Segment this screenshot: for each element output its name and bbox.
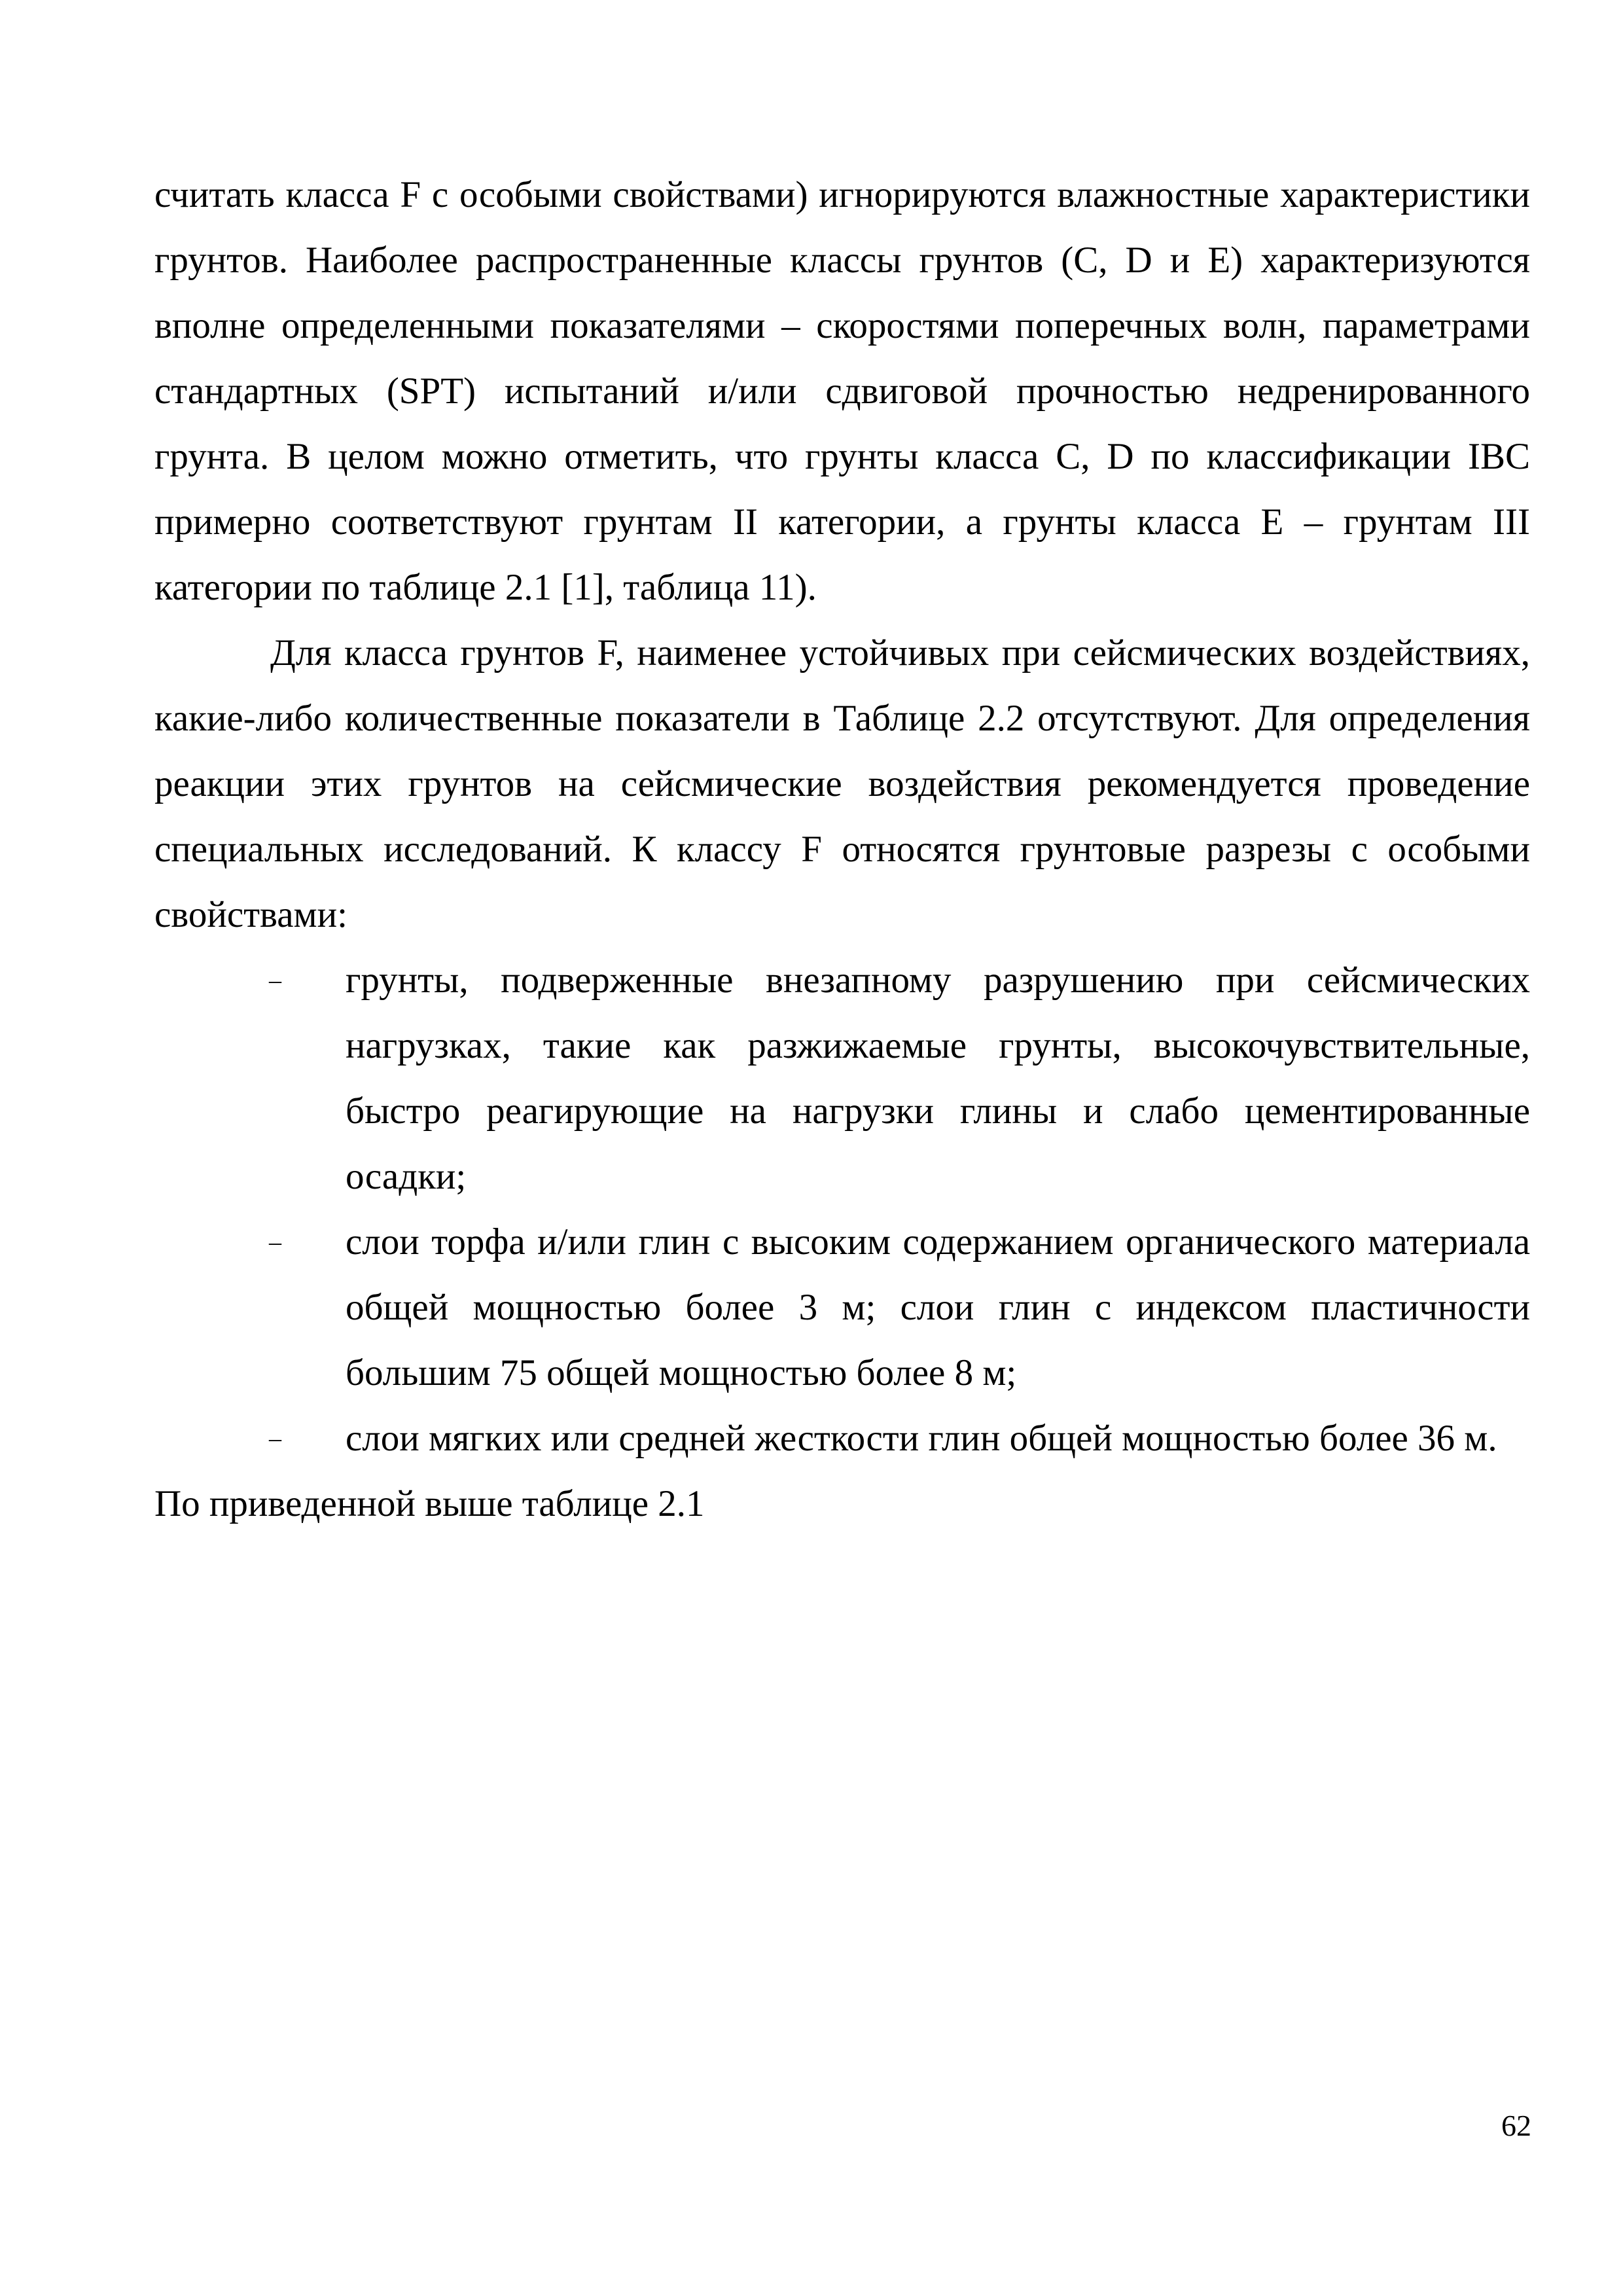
page-number: 62 bbox=[1501, 2109, 1531, 2142]
document-body bbox=[154, 162, 1530, 1537]
list-item-text: слои мягких или средней жесткости глин общей мощностью более 36 м. bbox=[346, 1418, 1497, 1459]
list-dash-marker: – bbox=[269, 967, 281, 994]
paragraph-class-f: Для класса грунтов F, наименее устойчивых при сейсмических воздействиях, какие-либо количественные показатели в Таблице 2.2 отсутствуют. Для определения реакции этих грунтов на сейсмические воздействия рекомендуется проведение специальных исследований. К классу F относятся грунтовые разрезы с особыми свойствами: bbox=[154, 632, 1530, 935]
list-item-text: грунты, подверженные внезапному разрушению при сейсмических нагрузках, такие как разжижаемые грунты, высокочувствительные, быстро реагирующие на нагрузки глины и слабо цементированные осадки; bbox=[346, 960, 1530, 1197]
closing-line: По приведенной выше таблице 2.1 bbox=[154, 1483, 705, 1524]
list-dash-marker: – bbox=[269, 1229, 281, 1256]
list-item bbox=[154, 948, 1530, 1210]
list-dash-marker: – bbox=[269, 1425, 281, 1452]
class-f-list bbox=[154, 948, 1530, 1471]
paragraph-soil-classes: считать класса F с особыми свойствами) игнорируются влажностные характеристики грунтов. Наиболее распространенные классы грунтов (C, D и E) характеризуются вполне определенными показателями – скоростями поперечных волн, параметрами стандартных (SPT) испытаний и/или сдвиговой прочностью недренированного грунта. В целом можно отметить, что грунты класса C, D по классификации IBC примерно соответствуют грунтам II категории, а грунты класса E – грунтам III категории по таблице 2.1 [1], таблица 11). bbox=[154, 174, 1530, 608]
list-item-text: слои торфа и/или глин с высоким содержанием органического материала общей мощностью более 3 м; слои глин с индексом пластичности большим 75 общей мощностью более 8 м; bbox=[346, 1221, 1530, 1393]
list-item bbox=[154, 1210, 1530, 1406]
list-item bbox=[154, 1406, 1530, 1471]
